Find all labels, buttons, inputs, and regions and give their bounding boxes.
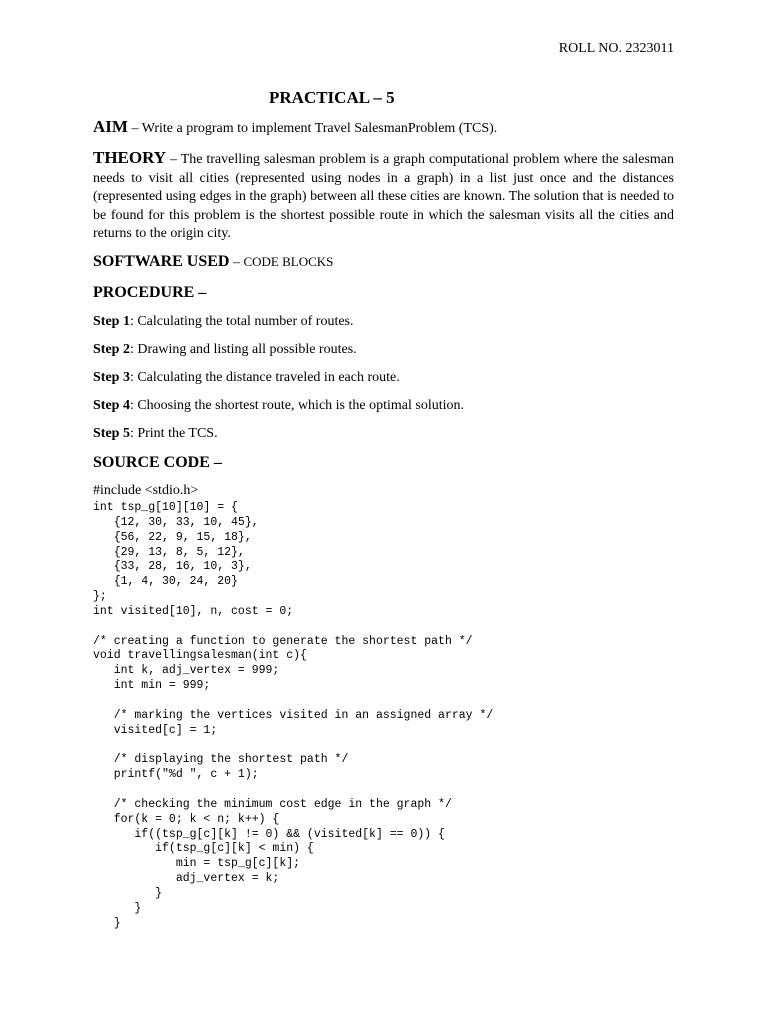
software-value: CODE BLOCKS xyxy=(243,254,334,269)
step-text: : Calculating the distance traveled in each route. xyxy=(129,370,400,385)
aim-label: AIM xyxy=(93,117,128,136)
theory-section xyxy=(93,149,674,244)
practical-title: PRACTICAL – 5 xyxy=(269,88,395,107)
source-code-heading: SOURCE CODE – xyxy=(93,454,222,471)
theory-dash: – xyxy=(166,152,181,167)
step-label: Step 5 xyxy=(93,426,130,441)
theory-label: THEORY xyxy=(93,148,167,167)
procedure-step xyxy=(93,314,354,330)
aim-dash: – xyxy=(127,121,142,136)
aim-section xyxy=(93,118,674,139)
procedure-heading: PROCEDURE – xyxy=(93,284,207,301)
software-label: SOFTWARE USED xyxy=(93,253,230,270)
step-text: : Choosing the shortest route, which is the optimal solution. xyxy=(129,398,464,413)
step-label: Step 3 xyxy=(93,370,130,385)
roll-number: ROLL NO. 2323011 xyxy=(558,41,674,56)
procedure-step xyxy=(93,426,218,442)
step-text: : Calculating the total number of routes. xyxy=(129,314,354,329)
aim-text: Write a program to implement Travel SalesmanProblem (TCS). xyxy=(141,121,498,136)
step-text: : Print the TCS. xyxy=(129,426,218,441)
include-line: #include <stdio.h> xyxy=(93,483,199,498)
step-text: : Drawing and listing all possible routes. xyxy=(129,342,357,357)
theory-text: The travelling salesman problem is a graph computational problem where the salesman needs to visit all cities (represented using nodes in a graph) in a list just once and the distances (represented using edges in the graph) between all these cities are known. The solution that is needed to be found for this problem is the shortest possible route in which the salesman visits all the cities and returns to the origin city. xyxy=(93,152,674,241)
step-label: Step 1 xyxy=(93,314,130,329)
procedure-step xyxy=(93,398,464,414)
procedure-step xyxy=(93,370,400,386)
source-code-block: int tsp_g[10][10] = { {12, 30, 33, 10, 45}, {56, 22, 9, 15, 18}, {29, 13, 8, 5, 12}, {33, 28, 16, 10, 3}, {1, 4, 30, 24, 20} }; int visited[10], n, cost = 0; /* creating a function to generate the shortest path */ void travellingsalesman(int c){ int k, adj_vertex = 999; int min = 999; /* marking the vertices visited in an assigned array */ visited[c] = 1; /* displaying the shortest path */ printf("%d ", c + 1); /* checking the minimum cost edge in the graph */ for(k = 0; k < n; k++) { if((tsp_g[c][k] != 0) && (visited[k] == 0)) { if(tsp_g[c][k] < min) { min = tsp_g[c][k]; adj_vertex = k; } } } xyxy=(93,501,494,930)
step-label: Step 4 xyxy=(93,398,130,413)
procedure-step xyxy=(93,342,357,358)
software-section xyxy=(93,253,674,273)
software-dash: – xyxy=(229,255,244,270)
step-label: Step 2 xyxy=(93,342,130,357)
